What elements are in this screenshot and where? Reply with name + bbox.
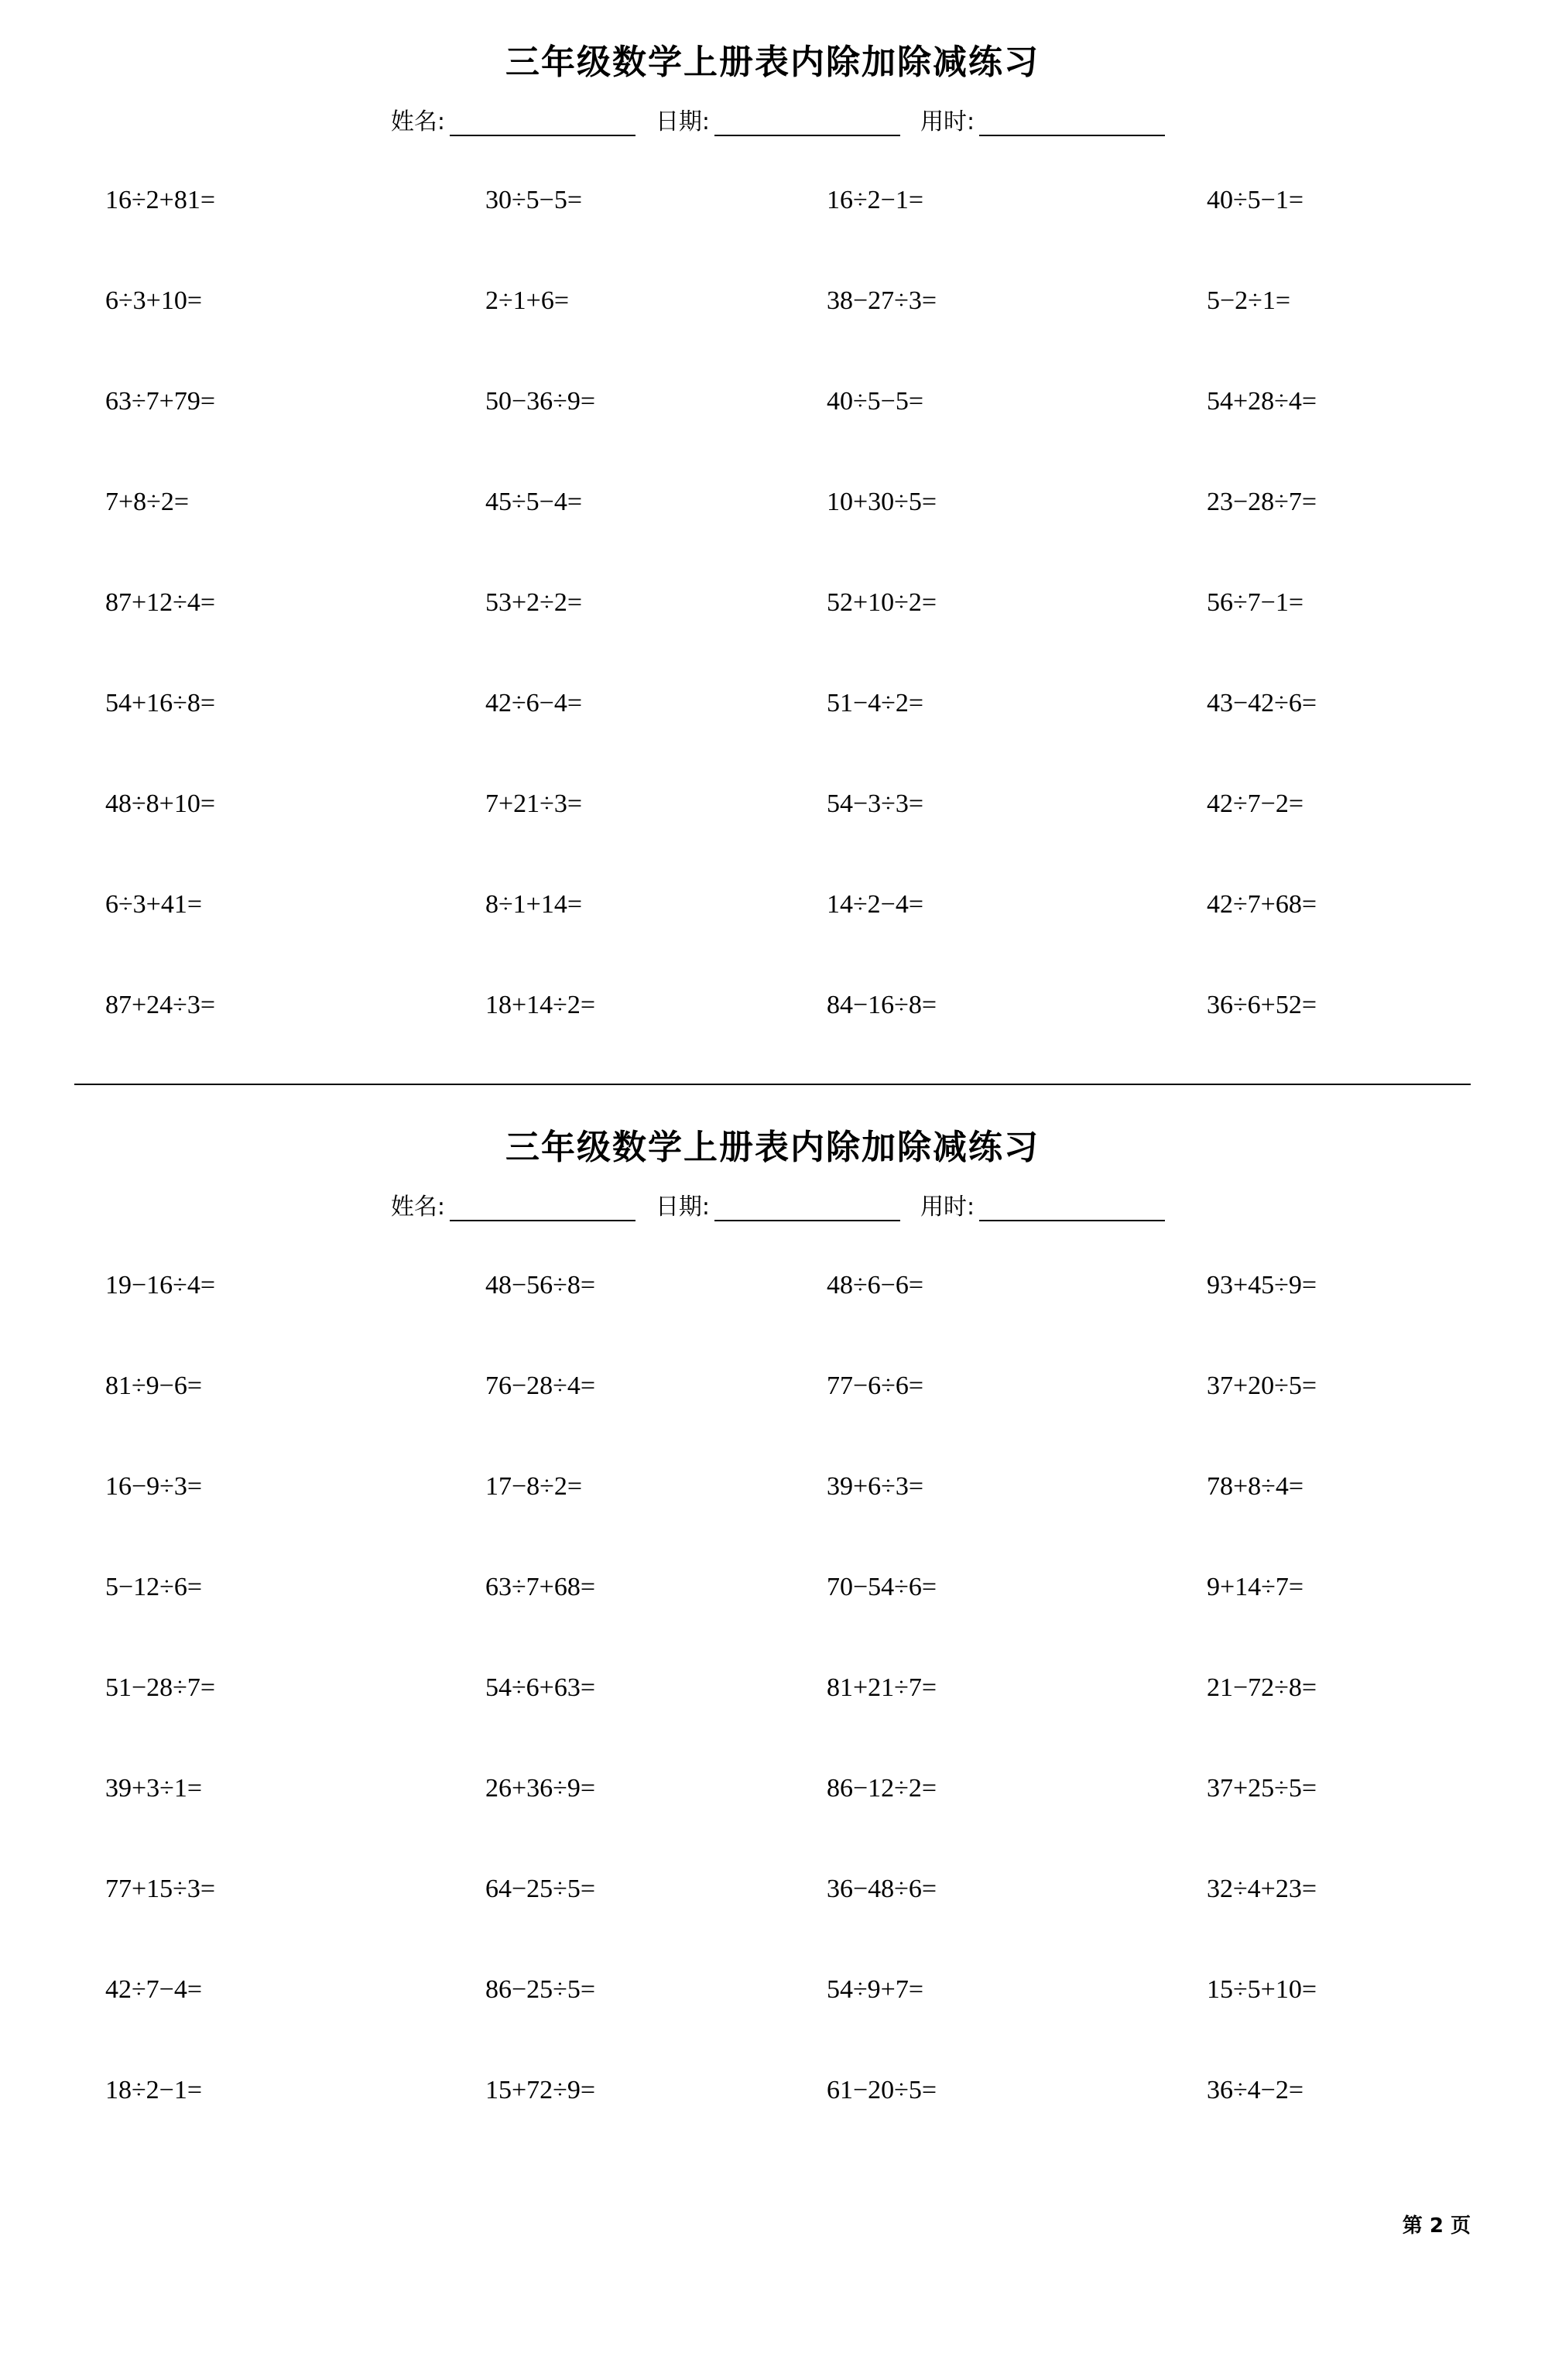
meta-name-field xyxy=(391,102,635,136)
problem-item xyxy=(772,854,1122,955)
problem-text: 43−42÷6= xyxy=(1207,689,1317,717)
problem-text: 14÷2−4= xyxy=(827,890,924,919)
problem-item xyxy=(423,2040,772,2141)
problem-row xyxy=(74,854,1471,955)
page-number: 第 2 页 xyxy=(1402,2214,1471,2238)
problem-item xyxy=(423,553,772,653)
problem-text: 48÷8+10= xyxy=(105,789,216,818)
problem-text: 6÷3+10= xyxy=(105,286,203,315)
problem-row xyxy=(74,754,1471,854)
meta-name-blank[interactable] xyxy=(450,1197,635,1221)
problem-text: 54+28÷4= xyxy=(1207,387,1317,416)
problem-text: 77−6÷6= xyxy=(827,1371,924,1400)
problem-text: 30÷5−5= xyxy=(485,186,583,214)
problem-text: 7+21÷3= xyxy=(485,789,583,818)
problem-text: 54÷6+63= xyxy=(485,1673,596,1702)
problem-item xyxy=(74,653,423,754)
problem-text: 36÷4−2= xyxy=(1207,2076,1304,2104)
problem-item xyxy=(772,1537,1122,1638)
meta-time-blank[interactable] xyxy=(979,1197,1165,1221)
problem-text: 5−2÷1= xyxy=(1207,286,1291,315)
student-meta-row xyxy=(74,1187,1471,1221)
meta-time-blank[interactable] xyxy=(979,111,1165,136)
problem-text: 50−36÷9= xyxy=(485,387,596,416)
problem-row xyxy=(74,351,1471,452)
page-title: 三年级数学上册表内除加除减练习 xyxy=(505,1128,1040,1167)
problem-row xyxy=(74,1537,1471,1638)
problem-text: 51−28÷7= xyxy=(105,1673,216,1702)
meta-date-blank[interactable] xyxy=(714,1197,900,1221)
problem-item xyxy=(772,150,1122,251)
problem-text: 36−48÷6= xyxy=(827,1875,937,1903)
problem-row xyxy=(74,1839,1471,1940)
problem-text: 84−16÷8= xyxy=(827,991,937,1019)
problem-item xyxy=(74,1235,423,1336)
problem-text: 54÷9+7= xyxy=(827,1975,924,2004)
problem-item xyxy=(74,452,423,553)
problem-text: 17−8÷2= xyxy=(485,1472,583,1501)
problem-item xyxy=(1122,452,1471,553)
problem-item xyxy=(74,955,423,1056)
problem-item xyxy=(772,2040,1122,2141)
meta-time-label: 用时: xyxy=(920,1193,975,1221)
problem-item xyxy=(1122,1437,1471,1537)
problem-item xyxy=(1122,1336,1471,1437)
footer-spacer xyxy=(74,2141,1471,2257)
worksheet-sheet-2 xyxy=(74,1085,1471,2141)
problem-text: 16÷2+81= xyxy=(105,186,216,214)
problem-item xyxy=(1122,251,1471,351)
problem-row xyxy=(74,653,1471,754)
problem-item xyxy=(1122,1839,1471,1940)
problem-text: 2÷1+6= xyxy=(485,286,570,315)
problem-text: 40÷5−1= xyxy=(1207,186,1304,214)
problem-text: 53+2÷2= xyxy=(485,588,583,617)
problem-item xyxy=(1122,854,1471,955)
problem-text: 63÷7+79= xyxy=(105,387,216,416)
problem-text: 19−16÷4= xyxy=(105,1271,216,1300)
problem-item xyxy=(423,1537,772,1638)
problem-text: 9+14÷7= xyxy=(1207,1573,1304,1601)
problem-text: 86−12÷2= xyxy=(827,1774,937,1803)
problem-item xyxy=(772,1638,1122,1738)
problem-item xyxy=(772,1336,1122,1437)
problem-text: 54−3÷3= xyxy=(827,789,924,818)
meta-name-field xyxy=(391,1187,635,1221)
meta-date-blank[interactable] xyxy=(714,111,900,136)
problem-item xyxy=(423,1940,772,2040)
problem-text: 26+36÷9= xyxy=(485,1774,596,1803)
problem-item xyxy=(772,553,1122,653)
problem-item xyxy=(772,754,1122,854)
problem-text: 48÷6−6= xyxy=(827,1271,924,1300)
problem-text: 42÷6−4= xyxy=(485,689,583,717)
problem-text: 10+30÷5= xyxy=(827,488,937,516)
problem-item xyxy=(1122,1235,1471,1336)
meta-name-label: 姓名: xyxy=(390,1193,445,1221)
problem-text: 39+3÷1= xyxy=(105,1774,203,1803)
problem-text: 18÷2−1= xyxy=(105,2076,203,2104)
problem-item xyxy=(74,2040,423,2141)
problem-row xyxy=(74,1437,1471,1537)
problem-text: 45÷5−4= xyxy=(485,488,583,516)
problem-item xyxy=(423,1336,772,1437)
problem-item xyxy=(74,1638,423,1738)
problem-item xyxy=(772,1235,1122,1336)
problem-text: 76−28÷4= xyxy=(485,1371,596,1400)
meta-date-field xyxy=(656,102,900,136)
problem-item xyxy=(1122,955,1471,1056)
meta-time-field xyxy=(920,102,1165,136)
problem-item xyxy=(772,452,1122,553)
problem-item xyxy=(423,150,772,251)
problem-item xyxy=(1122,653,1471,754)
problem-text: 48−56÷8= xyxy=(485,1271,596,1300)
problem-text: 86−25÷5= xyxy=(485,1975,596,2004)
problem-item xyxy=(1122,1638,1471,1738)
problem-text: 77+15÷3= xyxy=(105,1875,216,1903)
problem-item xyxy=(1122,754,1471,854)
problem-item xyxy=(74,351,423,452)
problem-item xyxy=(772,1940,1122,2040)
problem-row xyxy=(74,553,1471,653)
problem-row xyxy=(74,1940,1471,2040)
problem-item xyxy=(423,854,772,955)
problem-row xyxy=(74,1336,1471,1437)
problem-text: 39+6÷3= xyxy=(827,1472,924,1501)
problem-text: 23−28÷7= xyxy=(1207,488,1317,516)
problem-text: 37+20÷5= xyxy=(1207,1371,1317,1400)
problem-text: 42÷7+68= xyxy=(1207,890,1317,919)
problem-item xyxy=(423,1839,772,1940)
problem-item xyxy=(74,754,423,854)
problem-item xyxy=(74,854,423,955)
problem-text: 87+24÷3= xyxy=(105,991,216,1019)
problem-item xyxy=(1122,351,1471,452)
problem-item xyxy=(772,351,1122,452)
problem-item xyxy=(423,1235,772,1336)
problem-text: 7+8÷2= xyxy=(105,488,190,516)
problem-row xyxy=(74,251,1471,351)
problem-text: 70−54÷6= xyxy=(827,1573,937,1601)
problem-text: 5−12÷6= xyxy=(105,1573,203,1601)
problem-item xyxy=(74,251,423,351)
problem-text: 15+72÷9= xyxy=(485,2076,596,2104)
problem-item xyxy=(423,653,772,754)
problem-row xyxy=(74,1738,1471,1839)
problem-text: 78+8÷4= xyxy=(1207,1472,1304,1501)
problem-item xyxy=(772,1437,1122,1537)
problem-row xyxy=(74,452,1471,553)
problem-text: 42÷7−2= xyxy=(1207,789,1304,818)
meta-name-label: 姓名: xyxy=(390,108,445,135)
problem-item xyxy=(74,1839,423,1940)
problem-text: 8÷1+14= xyxy=(485,890,583,919)
problem-item xyxy=(772,955,1122,1056)
problem-row xyxy=(74,955,1471,1056)
problem-item xyxy=(1122,1940,1471,2040)
problem-text: 15÷5+10= xyxy=(1207,1975,1317,2004)
problem-text: 63÷7+68= xyxy=(485,1573,596,1601)
problem-text: 64−25÷5= xyxy=(485,1875,596,1903)
problem-item xyxy=(74,553,423,653)
problem-text: 37+25÷5= xyxy=(1207,1774,1317,1803)
problem-text: 56÷7−1= xyxy=(1207,588,1304,617)
problem-grid xyxy=(74,1235,1471,2141)
problem-item xyxy=(772,653,1122,754)
problem-text: 54+16÷8= xyxy=(105,689,216,717)
problem-item xyxy=(423,1437,772,1537)
problem-item xyxy=(74,1336,423,1437)
problem-item xyxy=(74,1437,423,1537)
problem-item xyxy=(1122,1738,1471,1839)
problem-item xyxy=(1122,553,1471,653)
student-meta-row xyxy=(74,102,1471,136)
problem-item xyxy=(1122,2040,1471,2141)
problem-text: 16−9÷3= xyxy=(105,1472,203,1501)
problem-item xyxy=(1122,150,1471,251)
problem-item xyxy=(772,251,1122,351)
problem-item xyxy=(423,251,772,351)
problem-text: 6÷3+41= xyxy=(105,890,203,919)
problem-text: 38−27÷3= xyxy=(827,286,937,315)
problem-row xyxy=(74,2040,1471,2141)
problem-item xyxy=(74,150,423,251)
meta-date-label: 日期: xyxy=(655,108,711,135)
problem-text: 61−20÷5= xyxy=(827,2076,937,2104)
problem-item xyxy=(423,1738,772,1839)
problem-item xyxy=(1122,1537,1471,1638)
problem-item xyxy=(423,955,772,1056)
problem-text: 51−4÷2= xyxy=(827,689,924,717)
problem-item xyxy=(772,1738,1122,1839)
problem-text: 21−72÷8= xyxy=(1207,1673,1317,1702)
problem-item xyxy=(772,1839,1122,1940)
meta-date-field xyxy=(656,1187,900,1221)
page-title: 三年级数学上册表内除加除减练习 xyxy=(505,43,1040,82)
problem-text: 81÷9−6= xyxy=(105,1371,203,1400)
problem-item xyxy=(423,1638,772,1738)
problem-text: 42÷7−4= xyxy=(105,1975,203,2004)
meta-date-label: 日期: xyxy=(655,1193,711,1221)
meta-name-blank[interactable] xyxy=(450,111,635,136)
worksheet-sheet-1 xyxy=(74,0,1471,1056)
problem-grid xyxy=(74,150,1471,1056)
problem-text: 16÷2−1= xyxy=(827,186,924,214)
problem-text: 32÷4+23= xyxy=(1207,1875,1317,1903)
problem-item xyxy=(423,351,772,452)
problem-text: 93+45÷9= xyxy=(1207,1271,1317,1300)
problem-item xyxy=(74,1537,423,1638)
meta-time-field xyxy=(920,1187,1165,1221)
problem-text: 87+12÷4= xyxy=(105,588,216,617)
problem-text: 18+14÷2= xyxy=(485,991,596,1019)
problem-item xyxy=(74,1738,423,1839)
problem-item xyxy=(74,1940,423,2040)
problem-row xyxy=(74,1638,1471,1738)
problem-text: 81+21÷7= xyxy=(827,1673,937,1702)
problem-item xyxy=(423,754,772,854)
problem-text: 52+10÷2= xyxy=(827,588,937,617)
problem-row xyxy=(74,1235,1471,1336)
problem-text: 36÷6+52= xyxy=(1207,991,1317,1019)
problem-row xyxy=(74,150,1471,251)
problem-item xyxy=(423,452,772,553)
problem-text: 40÷5−5= xyxy=(827,387,924,416)
meta-time-label: 用时: xyxy=(920,108,975,135)
